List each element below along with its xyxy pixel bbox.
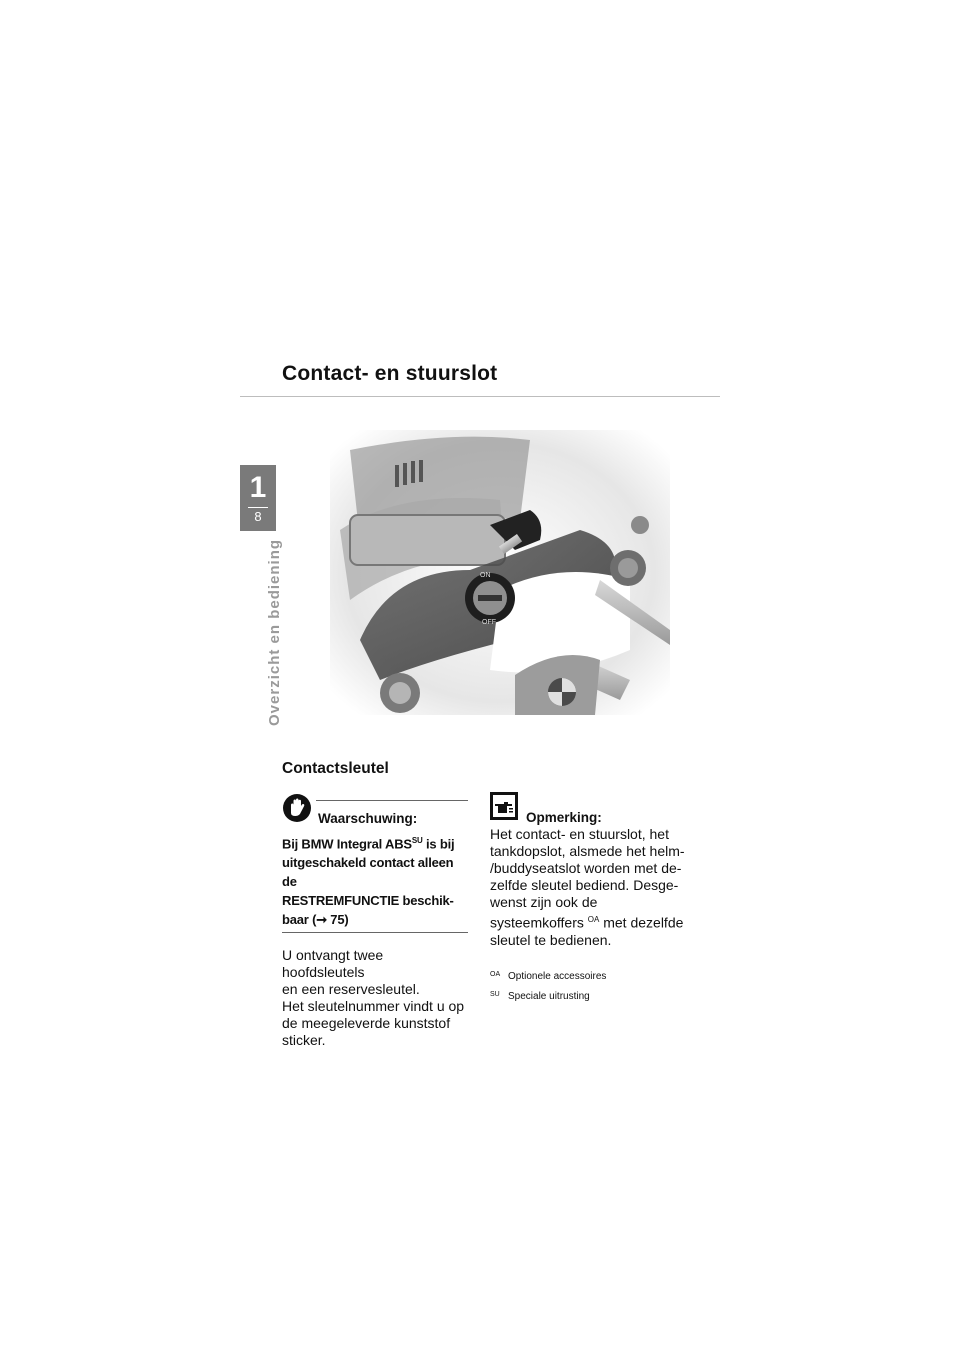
warning-line3: RESTREMFUNCTIE beschik- bbox=[282, 893, 454, 909]
keys-paragraph bbox=[282, 947, 468, 1049]
title-rule bbox=[240, 396, 720, 397]
note-text bbox=[490, 826, 700, 949]
note-superscript: OA bbox=[587, 915, 600, 924]
note-hand-icon bbox=[490, 792, 518, 820]
footnote-mark: OA bbox=[490, 970, 501, 978]
note-line4: zelfde sleutel bediend. Desge- bbox=[490, 877, 679, 893]
note-line1: Het contact- en stuurslot, het bbox=[490, 826, 669, 842]
note-line6-pre: systeemkoffers bbox=[490, 914, 588, 931]
section-heading: Contactsleutel bbox=[282, 760, 389, 777]
footnotes bbox=[490, 967, 700, 1007]
keys-line2: en een reservesleutel. bbox=[282, 981, 420, 998]
note-line3: /buddyseatslot worden met de- bbox=[490, 860, 682, 876]
footnote-text: Speciale uitrusting bbox=[508, 990, 590, 1002]
note-line2: tankdopslot, alsmede het helm- bbox=[490, 843, 685, 859]
page-number: 8 bbox=[254, 509, 262, 524]
lock-on-label: ON bbox=[480, 572, 491, 579]
warning-line1-post: is bij bbox=[422, 836, 455, 852]
chapter-number: 1 bbox=[249, 471, 267, 504]
warning-line1-pre: Bij BMW Integral ABS bbox=[282, 836, 412, 852]
ignition-lock-photo bbox=[330, 430, 670, 715]
keys-line4: de meegeleverde kunststof bbox=[282, 1015, 451, 1032]
note-line5: wenst zijn ook de bbox=[490, 894, 598, 910]
lock-off-label: OFF bbox=[482, 619, 496, 626]
chapter-side-label: Overzicht en bediening bbox=[266, 538, 283, 726]
footnote-su bbox=[490, 987, 700, 1007]
warning-line4: baar (➞ 75) bbox=[282, 912, 349, 928]
warning-text bbox=[282, 831, 468, 933]
note-title: Opmerking: bbox=[526, 810, 602, 825]
note-line6-post: met dezelfde bbox=[599, 914, 684, 931]
left-column bbox=[282, 800, 468, 1049]
note-header bbox=[490, 792, 700, 826]
footnote-oa bbox=[490, 967, 700, 987]
warning-header bbox=[316, 800, 468, 831]
chapter-tab bbox=[240, 465, 276, 531]
note-line7: sleutel te bedienen. bbox=[490, 931, 612, 948]
footnote-mark: SU bbox=[490, 990, 500, 998]
warning-superscript: SU bbox=[411, 836, 423, 845]
chapter-divider bbox=[248, 507, 268, 508]
footnote-text: Optionele accessoires bbox=[508, 970, 607, 982]
keys-line1: U ontvangt twee hoofdsleutels bbox=[282, 947, 384, 981]
warning-line2: uitgeschakeld contact alleen de bbox=[282, 855, 454, 890]
page-title: Contact- en stuurslot bbox=[282, 362, 498, 385]
keys-line3: Het sleutelnummer vindt u op bbox=[282, 998, 465, 1015]
right-column bbox=[490, 792, 700, 1007]
keys-line5: sticker. bbox=[282, 1032, 326, 1049]
stop-hand-icon bbox=[282, 793, 312, 823]
warning-title: Waarschuwing: bbox=[318, 811, 418, 826]
